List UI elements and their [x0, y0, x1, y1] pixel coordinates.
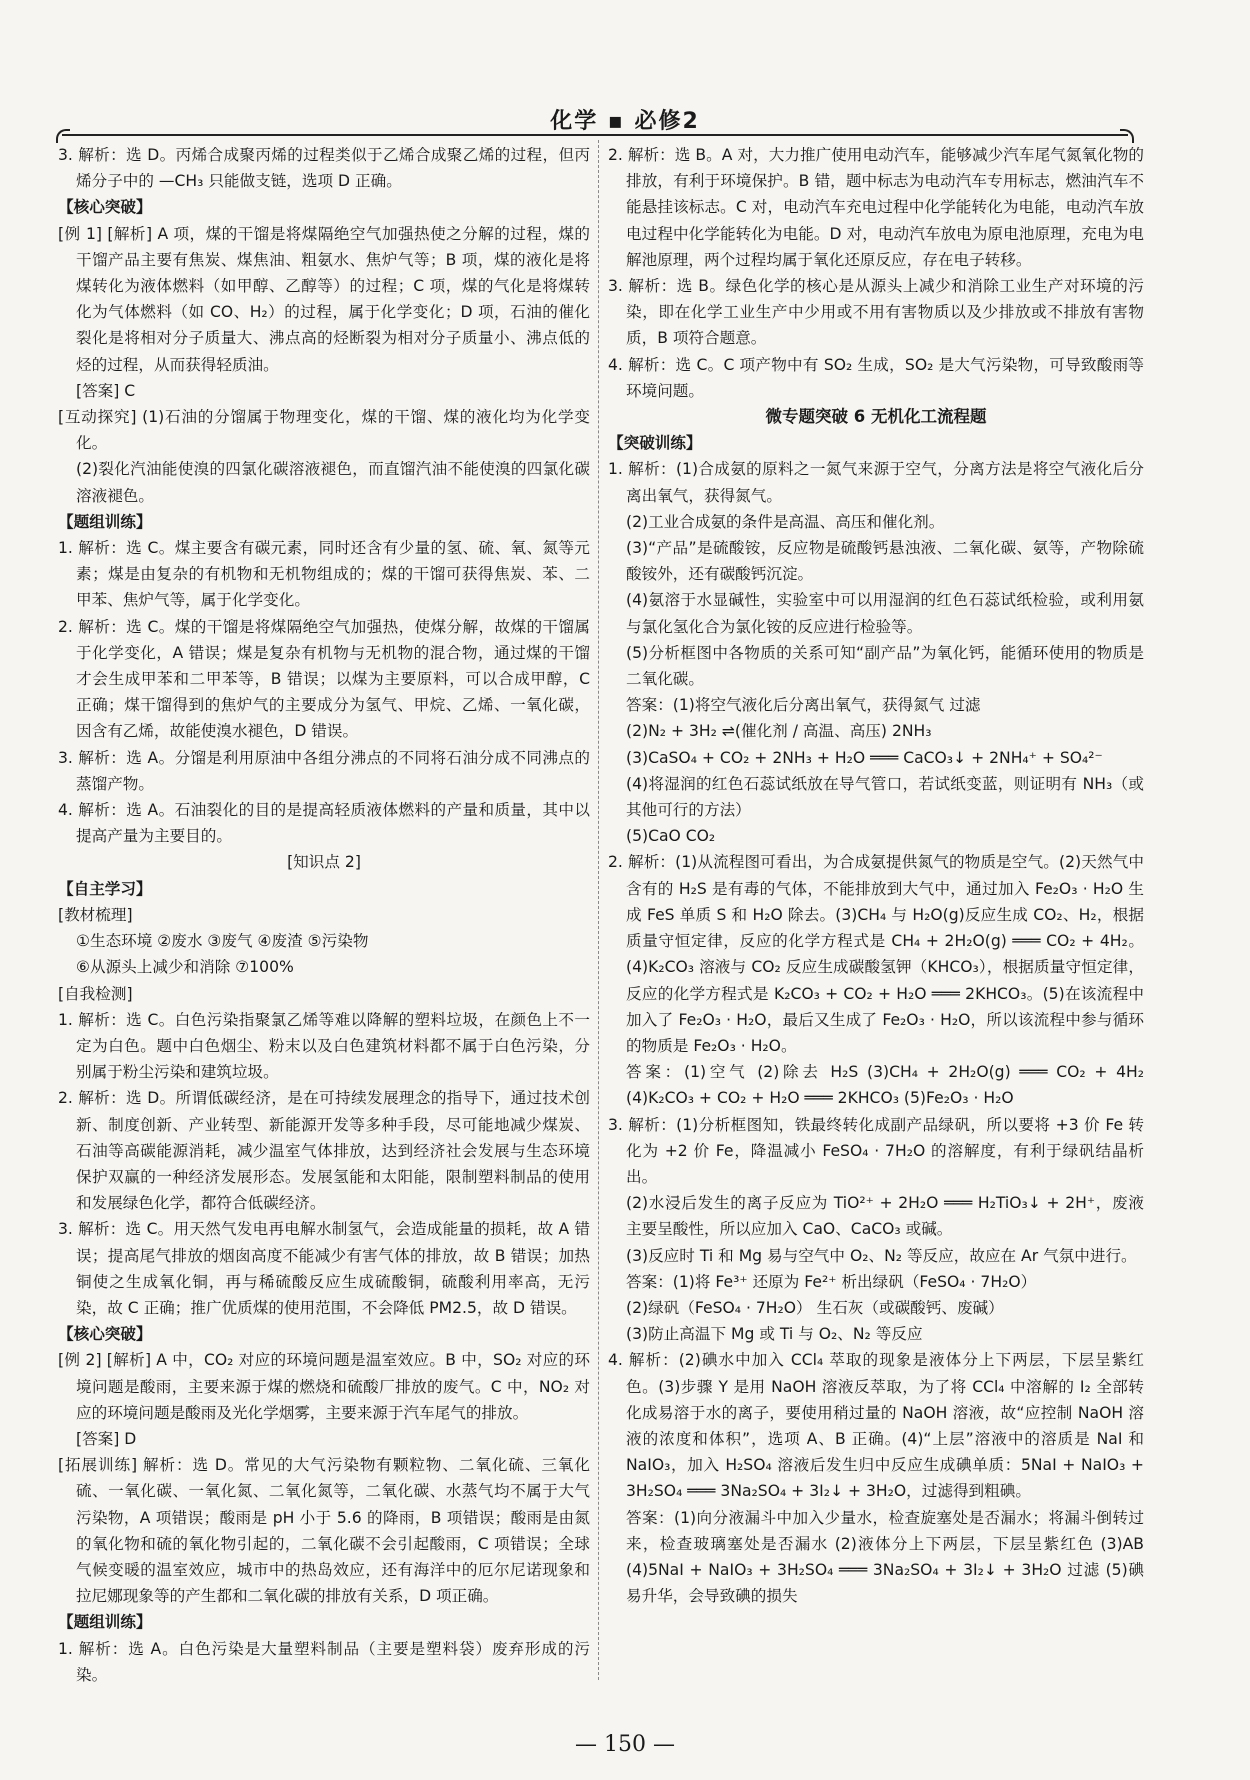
left-column-paragraph: 【自主学习】: [58, 879, 152, 898]
left-column: [58, 142, 590, 1688]
right-column-paragraph: (3)防止高温下 Mg 或 Ti 与 O₂、N₂ 等反应: [626, 1325, 923, 1344]
left-column-paragraph: [自我检测]: [58, 984, 133, 1003]
right-column-paragraph: 2. 解析：选 B。A 对，大力推广使用电动汽车，能够减少汽车尾气氮氧化物的排放，有利于环境保护。B 错，题中标志为电动汽车专用标志，燃油汽车不能悬挂该标志。C 对，电动汽车充电过程中化学能转化为电能，电动汽车放电过程中化学能转化为电能。D 对，电动汽车放电为原电池原理，充电为电解池原理，两个过程均属于氧化还原反应，存在电子转移。: [608, 146, 1144, 269]
left-column-paragraph: 3. 解析：选 D。丙烯合成聚丙烯的过程类似于乙烯合成聚乙烯的过程，但丙烯分子中的 —CH₃ 只能做支链，选项 D 正确。: [58, 146, 590, 191]
right-column-paragraph: 答案：(1)空气 (2)除去 H₂S (3)CH₄ + 2H₂O(g) ═══ CO₂ + 4H₂ (4)K₂CO₃ + CO₂ + H₂O ═══ 2KHCO₃ (5)Fe₂O₃ · H₂O: [626, 1063, 1144, 1108]
left-column-paragraph: ①生态环境 ②废水 ③废气 ④废渣 ⑤污染物: [76, 932, 369, 951]
left-column-paragraph: [例 1] [解析] A 项，煤的干馏是将煤隔绝空气加强热使之分解的过程，煤的干馏产品主要有焦炭、煤焦油、粗氨水、焦炉气等；B 项，煤的液化是将煤转化为液体燃料（如甲醇、乙醇等）的过程；C 项，煤的气化是将煤转化为气体燃料（如 CO、H₂）的过程，属于化学变化；D 项，石油的催化裂化是将相对分子质量大、沸点高的烃断裂为相对分子质量小、沸点低的烃的过程，从而获得轻质油。: [58, 224, 590, 374]
left-column-paragraph: [教材梳理]: [58, 905, 133, 924]
right-column-paragraph: 4. 解析：选 C。C 项产物中有 SO₂ 生成，SO₂ 是大气污染物，可导致酸雨等环境问题。: [608, 355, 1144, 400]
left-column-paragraph: 【核心突破】: [58, 198, 152, 217]
right-column-paragraph: (2)绿矾（FeSO₄ · 7H₂O） 生石灰（或碳酸钙、废碱）: [626, 1298, 1004, 1317]
left-column-paragraph: 3. 解析：选 A。分馏是利用原油中各组分沸点的不同将石油分成不同沸点的蒸馏产物。: [58, 748, 590, 793]
right-column-paragraph: (2)水浸后发生的离子反应为 TiO²⁺ + 2H₂O ═══ H₂TiO₃↓ + 2H⁺，废液主要呈酸性，所以应加入 CaO、CaCO₃ 或碱。: [626, 1194, 1144, 1239]
left-column-paragraph: 【核心突破】: [58, 1325, 152, 1344]
left-column-paragraph: [互动探究] (1)石油的分馏属于物理变化，煤的干馏、煤的液化均为化学变化。: [58, 408, 590, 453]
page-number: — 150 —: [575, 1732, 675, 1757]
right-column-paragraph: (3)反应时 Ti 和 Mg 易与空气中 O₂、N₂ 等反应，故应在 Ar 气氛中进行。: [626, 1246, 1137, 1265]
right-column-paragraph: 答案：(1)将空气液化后分离出氧气，获得氮气 过滤: [626, 696, 981, 715]
right-column-paragraph: (4)将湿润的红色石蕊试纸放在导气管口，若试纸变蓝，则证明有 NH₃（或其他可行的方法）: [626, 774, 1144, 820]
left-column-paragraph: 1. 解析：选 C。白色污染指聚氯乙烯等难以降解的塑料垃圾，在颜色上不一定为白色。题中白色烟尘、粉末以及白色建筑材料都不属于白色污染，分别属于粉尘污染和建筑垃圾。: [58, 1010, 590, 1082]
right-column-paragraph: 答案：(1)向分液漏斗中加入少量水，检查旋塞处是否漏水；将漏斗倒转过来，检查玻璃塞处是否漏水 (2)液体分上下两层，下层呈紫红色 (3)AB (4)5NaI + NaIO₃ + 3H₂SO₄ ═══ 3Na₂SO₄ + 3I₂↓ + 3H₂O 过滤 (5)碘易升华，会导致碘的损失: [626, 1508, 1144, 1606]
right-column-paragraph: (3)CaSO₄ + CO₂ + 2NH₃ + H₂O ═══ CaCO₃↓ + 2NH₄⁺ + SO₄²⁻: [626, 748, 1103, 767]
left-column-paragraph: 1. 解析：选 A。白色污染是大量塑料制品（主要是塑料袋）废弃形成的污染。: [58, 1639, 590, 1684]
left-column-paragraph: [拓展训练] 解析：选 D。常见的大气污染物有颗粒物、二氧化硫、三氧化硫、一氧化碳、一氧化氮、二氧化氮等，二氧化碳、水蒸气均不属于大气污染物，A 项错误；酸雨是 pH 小于 5.6 的降雨，B 项错误；酸雨是由氮的氧化物和硫的氧化物引起的，二氧化碳不会引起酸雨，C 项错误；全球气候变暖的温室效应，城市中的热岛效应，还有海洋中的厄尔尼诺现象和拉尼娜现象等的产生都和二氧化碳的排放有关系，D 项正确。: [58, 1456, 590, 1606]
page-title: 化学 ▪ 必修2: [550, 109, 700, 134]
right-column-paragraph: (2)N₂ + 3H₂ ⇌(催化剂 / 高温、高压) 2NH₃: [626, 722, 932, 741]
left-column-paragraph: ⑥从源头上减少和消除 ⑦100%: [76, 958, 294, 977]
right-column-paragraph: 答案：(1)将 Fe³⁺ 还原为 Fe²⁺ 析出绿矾（FeSO₄ · 7H₂O）: [626, 1272, 1037, 1291]
right-column-paragraph: 1. 解析：(1)合成氨的原料之一氮气来源于空气，分离方法是将空气液化后分离出氧气，获得氮气。: [608, 460, 1144, 505]
left-column-paragraph: 2. 解析：选 C。煤的干馏是将煤隔绝空气加强热，使煤分解，故煤的干馏属于化学变化，A 错误；煤是复杂有机物与无机物的混合物，通过煤的干馏才会生成甲苯和二甲苯等，B 错误；以煤为主要原料，可以合成甲醇，C 正确；煤干馏得到的焦炉气的主要成分为氢气、甲烷、乙烯、一氧化碳，因含有乙烯，故能使溴水褪色，D 错误。: [58, 617, 590, 741]
right-column-paragraph: 2. 解析：(1)从流程图可看出，为合成氨提供氮气的物质是空气。(2)天然气中含有的 H₂S 是有毒的气体，不能排放到大气中，通过加入 Fe₂O₃ · H₂O 生成 FeS 单质 S 和 H₂O 除去。(3)CH₄ 与 H₂O(g)反应生成 CO₂、H₂，根据质量守恒定律，反应的化学方程式是 CH₄ + 2H₂O(g) ═══ CO₂ + 4H₂。(4)K₂CO₃ 溶液与 CO₂ 反应生成碳酸氢钾（KHCO₃），根据质量守恒定律，反应的化学方程式是 K₂CO₃ + CO₂ + H₂O ═══ 2KHCO₃。(5)在该流程中加入了 Fe₂O₃ · H₂O，最后又生成了 Fe₂O₃ · H₂O，所以该流程中参与循环的物质是 Fe₂O₃ · H₂O。: [608, 853, 1144, 1055]
left-column-paragraph: 4. 解析：选 A。石油裂化的目的是提高轻质液体燃料的产量和质量，其中以提高产量为主要目的。: [58, 801, 590, 846]
right-column-paragraph: 4. 解析：(2)碘水中加入 CCl₄ 萃取的现象是液体分上下两层，下层呈紫红色。(3)步骤 Y 是用 NaOH 溶液反萃取，为了将 CCl₄ 中溶解的 I₂ 全部转化成易溶于水的离子，要使用稍过量的 NaOH 溶液，故“应控制 NaOH 溶液的浓度和体积”，选项 A、B 正确。(4)“上层”溶液中的溶质是 NaI 和 NaIO₃，加入 H₂SO₄ 溶液后发生归中反应生成碘单质：5NaI + NaIO₃ + 3H₂SO₄ ═══ 3Na₂SO₄ + 3I₂↓ + 3H₂O，过滤得到粗碘。: [608, 1351, 1144, 1501]
header-rule: [62, 134, 1128, 136]
right-column-paragraph: (5)分析框图中各物质的关系可知“副产品”为氧化钙，能循环使用的物质是二氧化碳。: [626, 643, 1144, 689]
right-column-paragraph: 3. 解析：(1)分析框图知，铁最终转化成副产品绿矾，所以要将 +3 价 Fe 转化为 +2 价 Fe，降温减小 FeSO₄ · 7H₂O 的溶解度，有利于绿矾结晶析出。: [608, 1115, 1144, 1186]
left-column-paragraph: 2. 解析：选 D。所谓低碳经济，是在可持续发展理念的指导下，通过技术创新、制度创新、产业转型、新能源开发等多种手段，尽可能地减少煤炭、石油等高碳能源消耗，减少温室气体排放，达到经济社会发展与生态环境保护双赢的一种经济发展形态。发展氢能和太阳能，限制塑料制品的使用和发展绿色化学，都符合低碳经济。: [58, 1089, 590, 1213]
left-column-paragraph: [知识点 2]: [287, 853, 361, 872]
column-divider: [598, 140, 599, 1680]
right-column: [608, 142, 1144, 1609]
left-column-paragraph: [答案] D: [76, 1429, 137, 1448]
left-column-paragraph: 1. 解析：选 C。煤主要含有碳元素，同时还含有少量的氢、硫、氧、氮等元素；煤是由复杂的有机物和无机物组成的；煤的干馏可获得焦炭、苯、二甲苯、焦炉气等，属于化学变化。: [58, 539, 590, 610]
left-column-paragraph: (2)裂化汽油能使溴的四氯化碳溶液褪色，而直馏汽油不能使溴的四氯化碳溶液褪色。: [76, 460, 590, 505]
left-column-paragraph: 【题组训练】: [58, 512, 152, 531]
right-column-paragraph: 3. 解析：选 B。绿色化学的核心是从源头上减少和消除工业生产对环境的污染，即在化学工业生产中少用或不用有害物质以及少排放或不排放有害物质，B 项符合题意。: [608, 277, 1144, 348]
right-column-paragraph: (5)CaO CO₂: [626, 827, 716, 846]
left-column-paragraph: 【题组训练】: [58, 1613, 152, 1632]
right-column-paragraph: 微专题突破 6 无机化工流程题: [765, 407, 987, 427]
left-column-paragraph: [答案] C: [76, 381, 136, 400]
right-column-paragraph: (2)工业合成氨的条件是高温、高压和催化剂。: [626, 512, 945, 531]
left-column-paragraph: 3. 解析：选 C。用天然气发电再电解水制氢气，会造成能量的损耗，故 A 错误；提高尾气排放的烟囱高度不能减少有害气体的排放，故 B 错误；加热铜使之生成氧化铜，再与稀硫酸反应生成硫酸铜，硫酸利用率高，无污染，故 C 正确；推广优质煤的使用范围，不会降低 PM2.5，故 D 错误。: [58, 1220, 590, 1317]
left-column-paragraph: [例 2] [解析] A 中，CO₂ 对应的环境问题是温室效应。B 中，SO₂ 对应的环境问题是酸雨，主要来源于煤的燃烧和硫酸厂排放的废气。C 中，NO₂ 对应的环境问题是酸雨及光化学烟雾，主要来源于汽车尾气的排放。: [58, 1351, 590, 1422]
right-column-paragraph: (4)氨溶于水显碱性，实验室中可以用湿润的红色石蕊试纸检验，或利用氨与氯化氢化合为氯化铵的反应进行检验等。: [626, 591, 1144, 636]
right-column-paragraph: 【突破训练】: [608, 434, 702, 453]
right-column-paragraph: (3)“产品”是硫酸铵，反应物是硫酸钙悬浊液、二氧化碳、氨等，产物除硫酸铵外，还有碳酸钙沉淀。: [626, 539, 1144, 584]
